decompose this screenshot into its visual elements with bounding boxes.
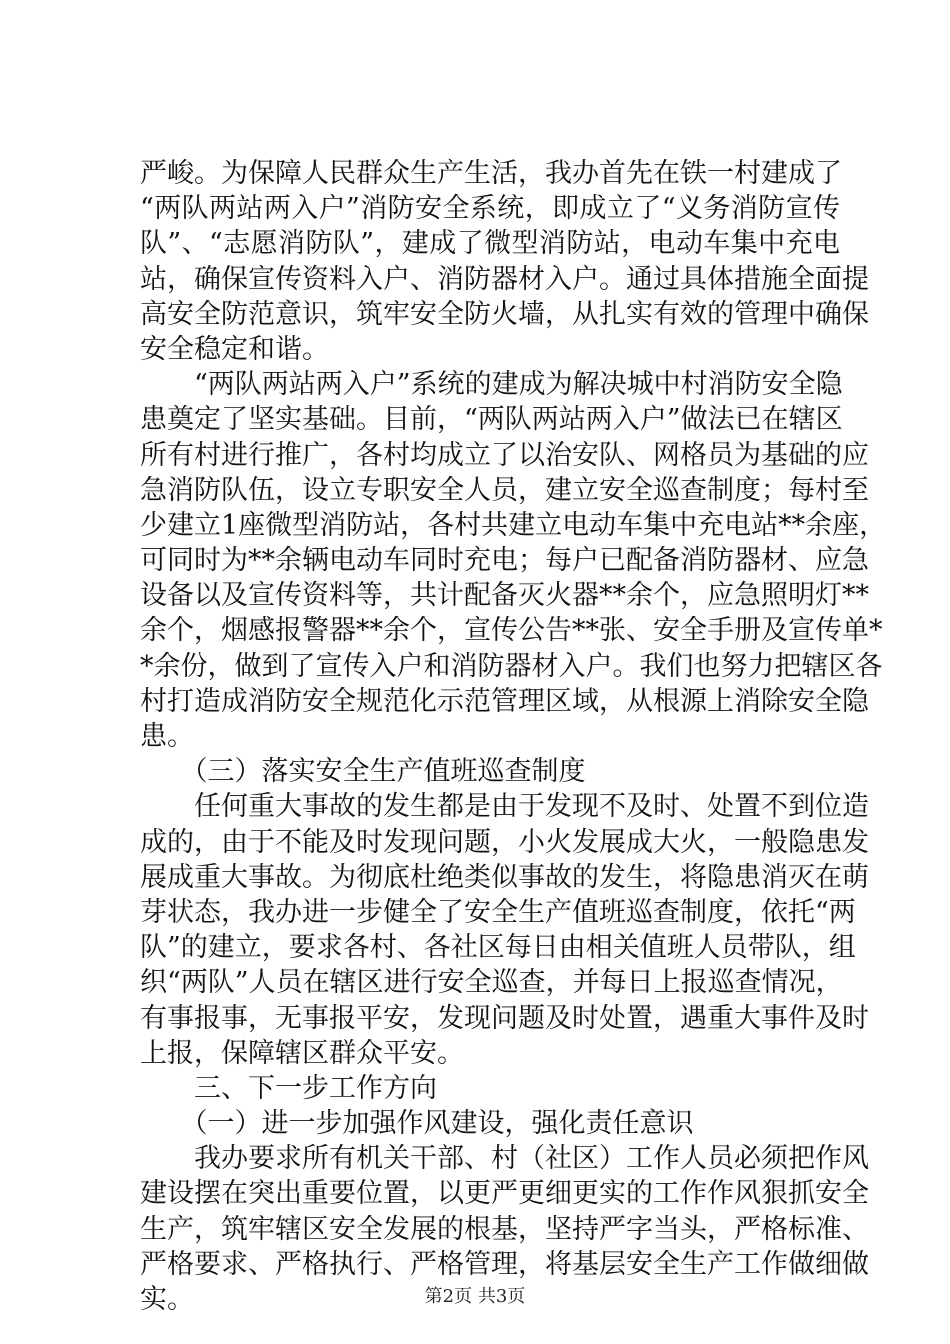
section-heading: （三）落实安全生产值班巡查制度 [140,756,586,788]
body-line: “两队两站两入户”消防安全系统，即成立了“义务消防宣传 [140,193,840,225]
body-line: 严格要求、严格执行、严格管理，将基层安全生产工作做细做 [140,1248,869,1280]
body-line: 患奠定了坚实基础。目前，“两队两站两入户”做法已在辖区 [140,404,843,436]
document-body [140,156,887,1317]
body-line: 展成重大事故。为彻底杜绝类似事故的发生，将隐患消灭在萌 [140,861,869,893]
body-line: 芽状态，我办进一步健全了安全生产值班巡查制度，依托“两 [140,896,856,928]
body-line: 安全稳定和谐。 [140,333,329,365]
body-line: 建设摆在突出重要位置，以更严更细更实的工作作风狠抓安全 [140,1178,869,1210]
body-line: 站，确保宣传资料入户、消防器材入户。通过具体措施全面提 [140,263,869,295]
body-line: 患。 [140,721,194,752]
body-line: 成的，由于不能及时发现问题，小火发展成大火，一般隐患发 [140,826,869,858]
body-line: 少建立1座微型消防站，各村共建立电动车集中充电站**余座， [140,509,887,541]
body-line: 上报，保障辖区群众平安。 [140,1037,464,1069]
body-line: 严峻。为保障人民群众生产生活，我办首先在铁一村建成了 [140,158,842,189]
body-line: “两队两站两入户”系统的建成为解决城中村消防安全隐 [140,369,843,401]
body-line: *余份，做到了宣传入户和消防器材入户。我们也努力把辖区各 [140,650,883,682]
body-line: 急消防队伍，设立专职安全人员，建立安全巡查制度；每村至 [140,474,869,506]
body-line: 所有村进行推广，各村均成立了以治安队、网格员为基础的应 [140,439,869,471]
body-line: 织“两队”人员在辖区进行安全巡查，并每日上报巡查情况， [140,967,843,999]
page-footer [0,1286,950,1308]
page-number-label: 第2页 共3页 [424,1286,526,1307]
body-line: 队”的建立，要求各村、各社区每日由相关值班人员带队，组 [140,932,856,964]
body-line: 队”、“志愿消防队”，建成了微型消防站，电动车集中充电 [140,228,840,260]
body-line: 高安全防范意识，筑牢安全防火墙，从扎实有效的管理中确保 [140,298,869,330]
body-line: 任何重大事故的发生都是由于发现不及时、处置不到位造 [140,791,869,823]
section-heading: （一）进一步加强作风建设，强化责任意识 [140,1108,694,1140]
body-line: 有事报事，无事报平安，发现问题及时处置，遇重大事件及时 [140,1002,869,1034]
body-line: 生产，筑牢辖区安全发展的根基，坚持严字当头，严格标准、 [140,1213,869,1245]
body-line: 设备以及宣传资料等，共计配备灭火器**余个，应急照明灯** [140,580,869,612]
body-line: 余个，烟感报警器**余个，宣传公告**张、安全手册及宣传单* [140,615,883,647]
body-line: 可同时为**余辆电动车同时充电；每户已配备消防器材、应急 [140,545,869,577]
body-line: 我办要求所有机关干部、村（社区）工作人员必须把作风 [140,1143,869,1175]
section-heading: 三、下一步工作方向 [140,1072,437,1104]
body-line: 实。 [140,1284,194,1315]
body-line: 村打造成消防安全规范化示范管理区域，从根源上消除安全隐 [140,685,869,717]
